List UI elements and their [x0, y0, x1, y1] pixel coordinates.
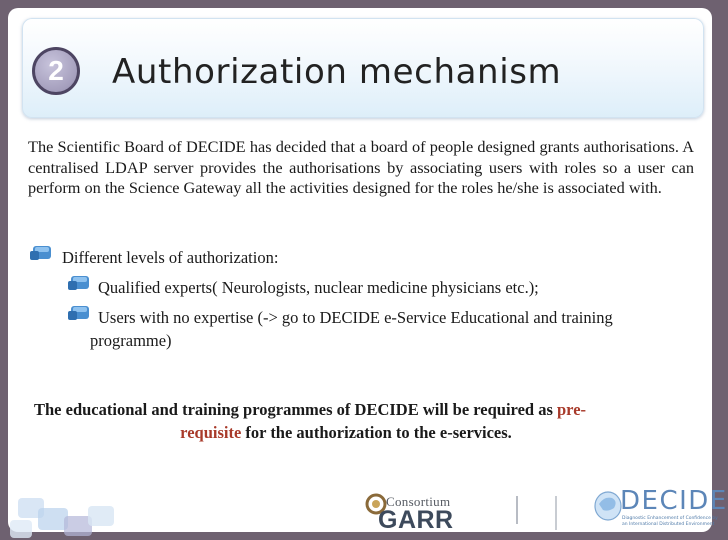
slide: [8, 8, 728, 534]
decide-logo-subtitle: Diagnostic Enhancement of Confidence by an International Distributed Environment: [622, 516, 718, 527]
closing-highlight-pre: pre-: [557, 400, 587, 419]
bullet-no-expertise-line1: Users with no expertise (-> go to DECIDE e-Service Educational and training: [98, 308, 613, 327]
bullet-levels: [34, 246, 278, 269]
closing-text-part1: The educational and training programmes of DECIDE will be required as: [34, 400, 557, 419]
garr-consortium-text: Consortium: [386, 494, 451, 509]
garr-name-text: GARR: [378, 506, 454, 534]
closing-text-part4: for the authorization to the e-services.: [241, 423, 512, 442]
decorative-cubes-icon: [8, 484, 128, 540]
blue-cube-bullet-icon: [68, 273, 92, 291]
blue-cube-bullet-icon: [30, 243, 54, 261]
slide-title: Authorization mechanism: [112, 52, 562, 92]
bullet-levels-text: Different levels of authorization:: [62, 248, 279, 267]
decide-logo-text: DECIDE: [620, 486, 728, 516]
footer-divider: [555, 496, 557, 530]
footer-divider: [516, 496, 518, 524]
bullet-no-expertise-line2: programme): [90, 331, 172, 350]
closing-paragraph: [24, 398, 698, 444]
bullet-qualified-text: Qualified experts( Neurologists, nuclear medicine physicians etc.);: [98, 278, 539, 297]
bullet-qualified-experts: [66, 276, 706, 299]
closing-highlight-requisite: requisite: [180, 423, 242, 442]
blue-cube-bullet-icon: [68, 303, 92, 321]
slide-number-badge: 2: [32, 47, 80, 95]
intro-paragraph: The Scientific Board of DECIDE has decided that a board of people designed grants authorisations. A centralised LDAP server provides the authorisations by associating users with roles so a user can perform on the Science Gateway all the activities designed for the roles he/she is associated with.: [28, 137, 694, 197]
bullet-no-expertise: [66, 306, 706, 352]
